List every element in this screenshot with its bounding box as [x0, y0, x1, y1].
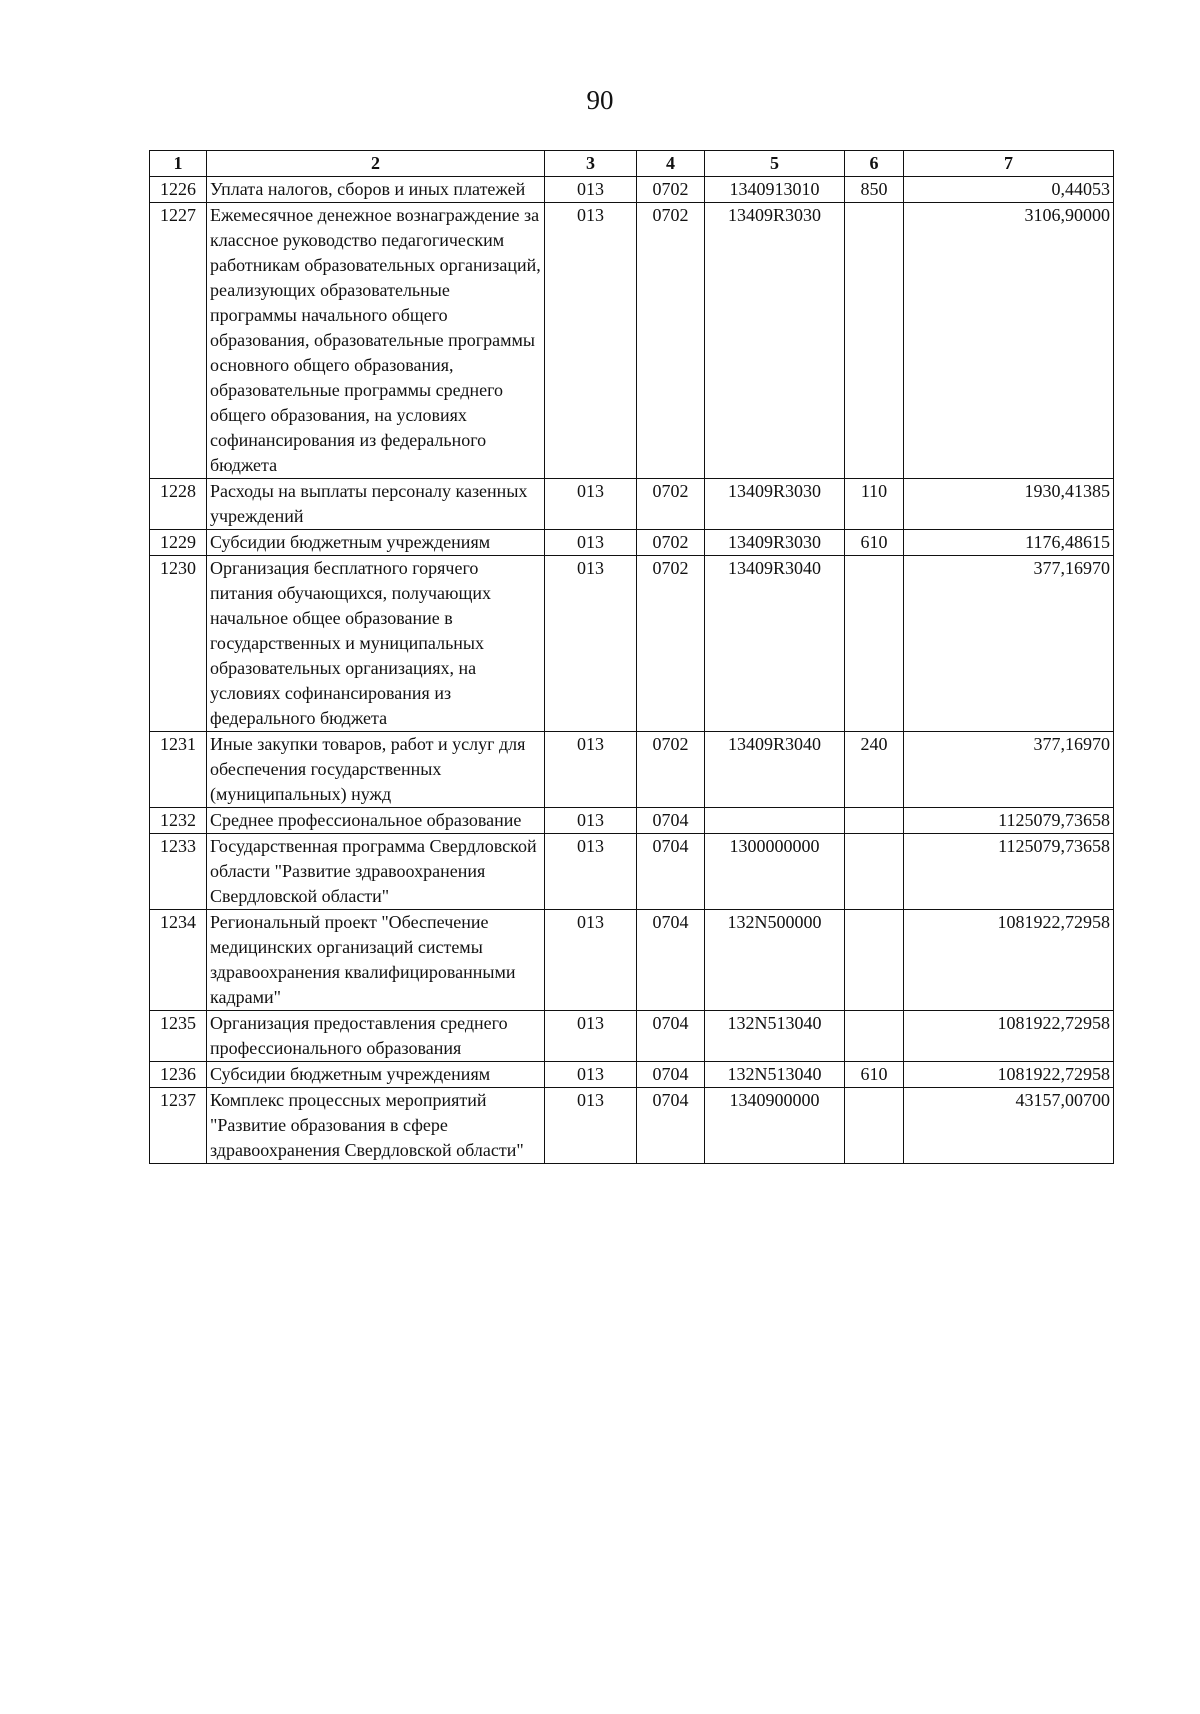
row-amount: 1081922,72958	[904, 910, 1114, 1011]
row-col6: 110	[845, 479, 904, 530]
row-col6	[845, 1088, 904, 1164]
row-number: 1232	[150, 808, 207, 834]
row-col5: 132N513040	[705, 1062, 845, 1088]
budget-table	[149, 150, 1114, 1164]
row-amount: 1125079,73658	[904, 808, 1114, 834]
row-number: 1228	[150, 479, 207, 530]
row-col3: 013	[545, 1088, 637, 1164]
column-header: 5	[705, 151, 845, 177]
table-row	[150, 479, 1114, 530]
row-col6	[845, 910, 904, 1011]
table-row	[150, 530, 1114, 556]
table-header-row	[150, 151, 1114, 177]
column-header: 7	[904, 151, 1114, 177]
row-col4: 0702	[637, 479, 705, 530]
row-amount: 0,44053	[904, 177, 1114, 203]
row-amount: 377,16970	[904, 556, 1114, 732]
row-amount: 1125079,73658	[904, 834, 1114, 910]
row-name: Уплата налогов, сборов и иных платежей	[207, 177, 545, 203]
page-number: 90	[586, 85, 614, 115]
table-row	[150, 732, 1114, 808]
row-amount: 1081922,72958	[904, 1062, 1114, 1088]
row-name: Расходы на выплаты персоналу казенных учреждений	[207, 479, 545, 530]
row-name: Региональный проект "Обеспечение медицинских организаций системы здравоохранения квалифицированными кадрами"	[207, 910, 545, 1011]
row-number: 1233	[150, 834, 207, 910]
column-header: 4	[637, 151, 705, 177]
table-row	[150, 203, 1114, 479]
row-col6	[845, 203, 904, 479]
row-name: Организация предоставления среднего профессионального образования	[207, 1011, 545, 1062]
table-row	[150, 556, 1114, 732]
table-row	[150, 1011, 1114, 1062]
row-col4: 0704	[637, 1088, 705, 1164]
row-col3: 013	[545, 530, 637, 556]
row-col6: 850	[845, 177, 904, 203]
row-col5: 13409R3040	[705, 556, 845, 732]
row-number: 1235	[150, 1011, 207, 1062]
row-col4: 0702	[637, 732, 705, 808]
column-header: 1	[150, 151, 207, 177]
row-col5: 132N513040	[705, 1011, 845, 1062]
row-col5: 1300000000	[705, 834, 845, 910]
row-name: Комплекс процессных мероприятий "Развитие образования в сфере здравоохранения Свердловской области"	[207, 1088, 545, 1164]
row-col6: 610	[845, 1062, 904, 1088]
row-name: Ежемесячное денежное вознаграждение за классное руководство педагогическим работникам образовательных организаций, реализующих образовательные программы начального общего образования, образовательные программы основного общего образования, образовательные программы среднего общего образования, на условиях софинансирования из федерального бюджета	[207, 203, 545, 479]
row-col3: 013	[545, 808, 637, 834]
row-col3: 013	[545, 203, 637, 479]
row-amount: 1930,41385	[904, 479, 1114, 530]
row-col5: 1340900000	[705, 1088, 845, 1164]
row-col6: 240	[845, 732, 904, 808]
column-header: 2	[207, 151, 545, 177]
row-col6	[845, 808, 904, 834]
table-row	[150, 910, 1114, 1011]
table-row	[150, 834, 1114, 910]
table-row	[150, 1062, 1114, 1088]
row-name: Субсидии бюджетным учреждениям	[207, 530, 545, 556]
row-number: 1229	[150, 530, 207, 556]
column-header: 6	[845, 151, 904, 177]
row-name: Субсидии бюджетным учреждениям	[207, 1062, 545, 1088]
row-col4: 0704	[637, 1011, 705, 1062]
row-col3: 013	[545, 910, 637, 1011]
table-row	[150, 1088, 1114, 1164]
row-number: 1237	[150, 1088, 207, 1164]
row-col4: 0704	[637, 808, 705, 834]
row-col3: 013	[545, 479, 637, 530]
row-col5: 13409R3030	[705, 479, 845, 530]
row-number: 1231	[150, 732, 207, 808]
row-amount: 1176,48615	[904, 530, 1114, 556]
row-amount: 377,16970	[904, 732, 1114, 808]
row-name: Среднее профессиональное образование	[207, 808, 545, 834]
row-number: 1236	[150, 1062, 207, 1088]
row-col3: 013	[545, 556, 637, 732]
row-col6	[845, 834, 904, 910]
row-col3: 013	[545, 1062, 637, 1088]
row-amount: 43157,00700	[904, 1088, 1114, 1164]
row-number: 1234	[150, 910, 207, 1011]
row-col6	[845, 1011, 904, 1062]
row-col3: 013	[545, 177, 637, 203]
row-col5: 1340913010	[705, 177, 845, 203]
row-amount: 3106,90000	[904, 203, 1114, 479]
row-col5: 13409R3030	[705, 530, 845, 556]
row-col6	[845, 556, 904, 732]
row-amount: 1081922,72958	[904, 1011, 1114, 1062]
column-header: 3	[545, 151, 637, 177]
row-col4: 0704	[637, 910, 705, 1011]
row-col4: 0702	[637, 556, 705, 732]
row-number: 1230	[150, 556, 207, 732]
table-row	[150, 808, 1114, 834]
table-row	[150, 177, 1114, 203]
row-col6: 610	[845, 530, 904, 556]
row-col5: 13409R3030	[705, 203, 845, 479]
row-number: 1227	[150, 203, 207, 479]
row-col5: 132N500000	[705, 910, 845, 1011]
row-number: 1226	[150, 177, 207, 203]
row-col4: 0702	[637, 203, 705, 479]
row-col3: 013	[545, 1011, 637, 1062]
row-col3: 013	[545, 732, 637, 808]
row-name: Организация бесплатного горячего питания обучающихся, получающих начальное общее образование в государственных и муниципальных образовательных организациях, на условиях софинансирования из федерального бюджета	[207, 556, 545, 732]
row-col4: 0702	[637, 177, 705, 203]
row-col5	[705, 808, 845, 834]
row-col3: 013	[545, 834, 637, 910]
row-col4: 0704	[637, 1062, 705, 1088]
row-name: Иные закупки товаров, работ и услуг для обеспечения государственных (муниципальных) нужд	[207, 732, 545, 808]
row-col4: 0702	[637, 530, 705, 556]
row-col4: 0704	[637, 834, 705, 910]
row-name: Государственная программа Свердловской области "Развитие здравоохранения Свердловской области"	[207, 834, 545, 910]
row-col5: 13409R3040	[705, 732, 845, 808]
